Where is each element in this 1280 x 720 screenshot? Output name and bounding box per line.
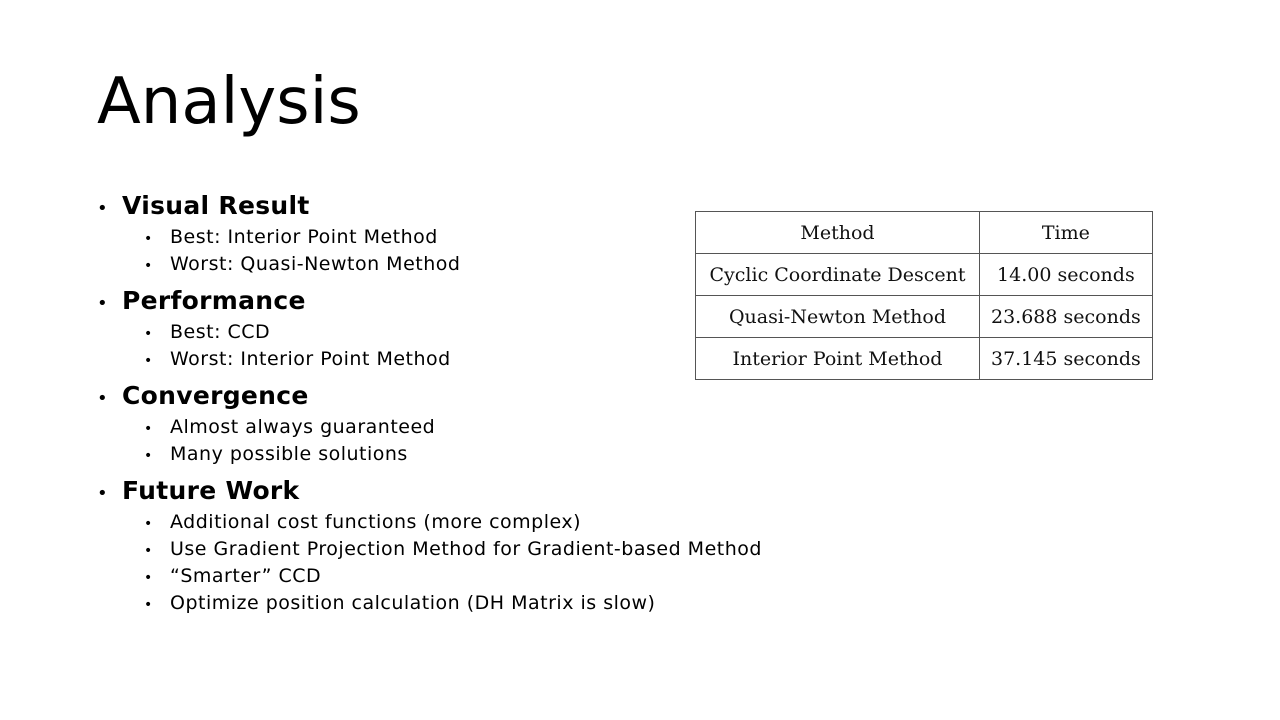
- list-item: • Almost always guaranteed: [144, 414, 857, 441]
- timing-table: [695, 211, 1153, 380]
- sub-bullet-icon: •: [144, 421, 153, 437]
- slide-title: Analysis: [97, 65, 361, 139]
- bullet-icon: •: [97, 198, 108, 219]
- list-item: • Best: CCD: [144, 319, 857, 346]
- table-cell-time: 23.688 seconds: [980, 296, 1153, 338]
- sub-bullet-icon: •: [144, 258, 153, 274]
- section-future-work: [97, 472, 857, 617]
- list-item: • Worst: Interior Point Method: [144, 346, 857, 373]
- sub-bullet-icon: •: [144, 597, 153, 613]
- table-cell-method: Cyclic Coordinate Descent: [696, 254, 980, 296]
- section-convergence: [97, 377, 857, 468]
- column-header-method: Method: [696, 212, 980, 254]
- sub-bullet-icon: •: [144, 516, 153, 532]
- list-item: • Additional cost functions (more complex): [144, 509, 857, 536]
- list-item: • Many possible solutions: [144, 441, 857, 468]
- table-row: [696, 296, 1153, 338]
- sub-bullet-icon: •: [144, 326, 153, 342]
- table-row: [696, 254, 1153, 296]
- section-label: Performance: [122, 286, 306, 315]
- list-item: • “Smarter” CCD: [144, 563, 857, 590]
- list-item: • Best: Interior Point Method: [144, 224, 857, 251]
- sub-bullet-icon: •: [144, 448, 153, 464]
- bullet-icon: •: [97, 293, 108, 314]
- bullet-icon: •: [97, 388, 108, 409]
- table-cell-time: 37.145 seconds: [980, 338, 1153, 380]
- list-item: • Worst: Quasi-Newton Method: [144, 251, 857, 278]
- bullet-icon: •: [97, 483, 108, 504]
- column-header-time: Time: [980, 212, 1153, 254]
- table-cell-method: Interior Point Method: [696, 338, 980, 380]
- section-label: Future Work: [122, 476, 300, 505]
- table-cell-time: 14.00 seconds: [980, 254, 1153, 296]
- table-row: [696, 338, 1153, 380]
- table-cell-method: Quasi-Newton Method: [696, 296, 980, 338]
- section-label: Visual Result: [122, 191, 310, 220]
- table-header-row: [696, 212, 1153, 254]
- sub-list: [97, 509, 857, 617]
- list-item: • Optimize position calculation (DH Matrix is slow): [144, 590, 857, 617]
- list-item: • Use Gradient Projection Method for Gradient-based Method: [144, 536, 857, 563]
- sub-bullet-icon: •: [144, 570, 153, 586]
- sub-list: [97, 414, 857, 468]
- sub-bullet-icon: •: [144, 353, 153, 369]
- sub-bullet-icon: •: [144, 543, 153, 559]
- sub-bullet-icon: •: [144, 231, 153, 247]
- section-label: Convergence: [122, 381, 309, 410]
